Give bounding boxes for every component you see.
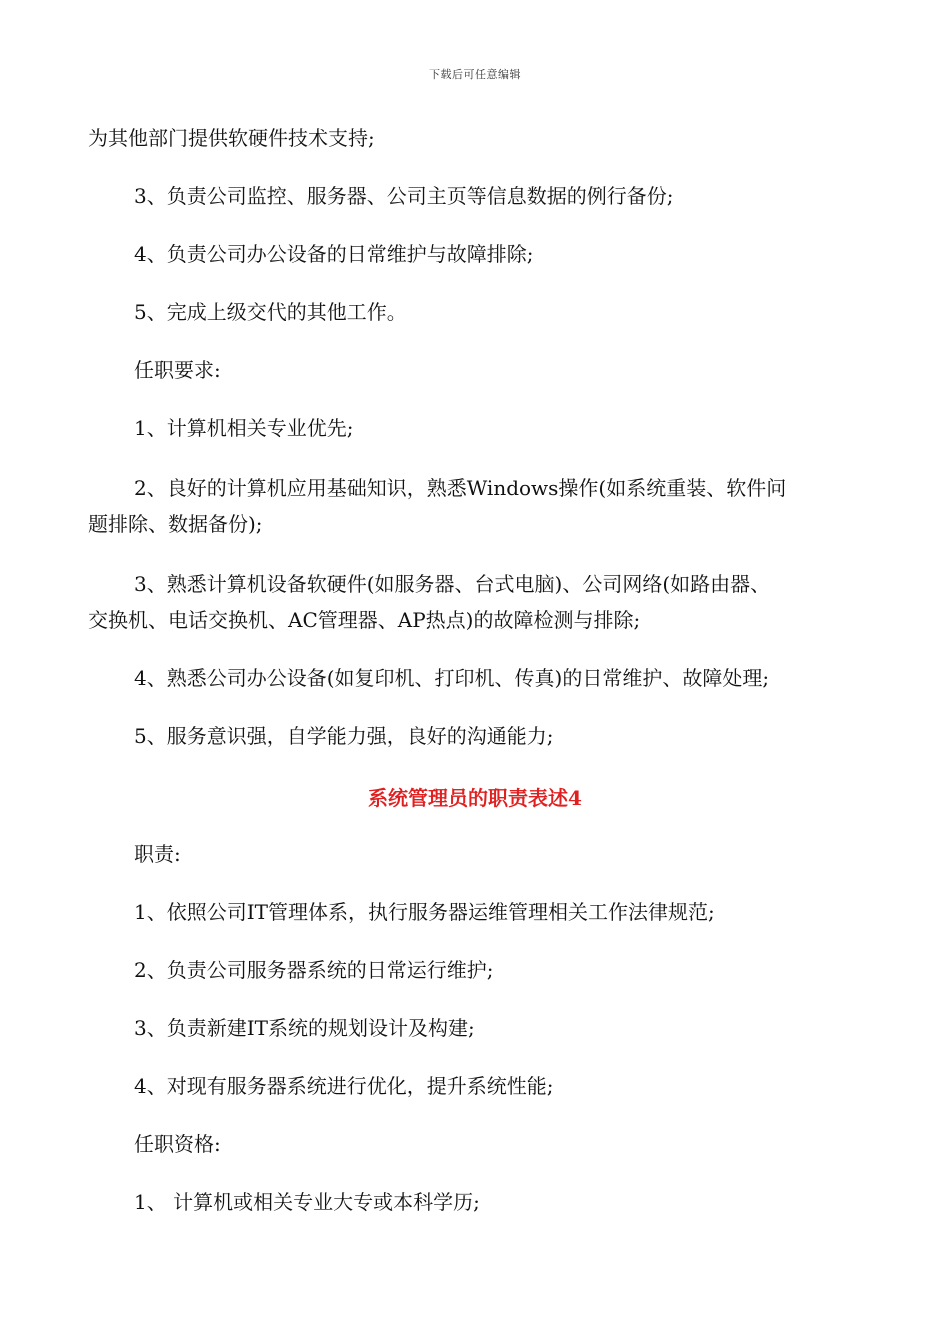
- section-subtitle: 任职资格:: [134, 1132, 221, 1156]
- paragraph-line: 5、完成上级交代的其他工作。: [134, 300, 407, 324]
- list-item: 4、熟悉公司办公设备(如复印机、打印机、传真)的日常维护、故障处理;: [134, 666, 770, 690]
- list-item: 5、服务意识强，自学能力强，良好的沟通能力;: [134, 724, 554, 748]
- paragraph-line: 为其他部门提供软硬件技术支持;: [88, 126, 375, 150]
- list-item: 1、计算机相关专业优先;: [134, 416, 354, 440]
- section-heading: 系统管理员的职责表述4: [368, 786, 582, 810]
- list-item: 1、 计算机或相关专业大专或本科学历;: [134, 1190, 480, 1214]
- list-item: 2、良好的计算机应用基础知识，熟悉Windows操作(如系统重装、软件问: [134, 476, 787, 500]
- list-item-continuation: 题排除、数据备份);: [88, 512, 263, 536]
- header-note: 下载后可任意编辑: [429, 68, 521, 81]
- section-subtitle: 职责:: [134, 842, 181, 866]
- paragraph-line: 4、负责公司办公设备的日常维护与故障排除;: [134, 242, 534, 266]
- list-item: 2、负责公司服务器系统的日常运行维护;: [134, 958, 494, 982]
- list-item: 3、负责新建IT系统的规划设计及构建;: [134, 1016, 475, 1040]
- list-item: 1、依照公司IT管理体系，执行服务器运维管理相关工作法律规范;: [134, 900, 715, 924]
- list-item: 3、熟悉计算机设备软硬件(如服务器、台式电脑)、公司网络(如路由器、: [134, 572, 771, 596]
- list-item-continuation: 交换机、电话交换机、AC管理器、AP热点)的故障检测与排除;: [88, 608, 641, 632]
- list-item: 4、对现有服务器系统进行优化，提升系统性能;: [134, 1074, 554, 1098]
- paragraph-line: 3、负责公司监控、服务器、公司主页等信息数据的例行备份;: [134, 184, 674, 208]
- section-subtitle: 任职要求:: [134, 358, 221, 382]
